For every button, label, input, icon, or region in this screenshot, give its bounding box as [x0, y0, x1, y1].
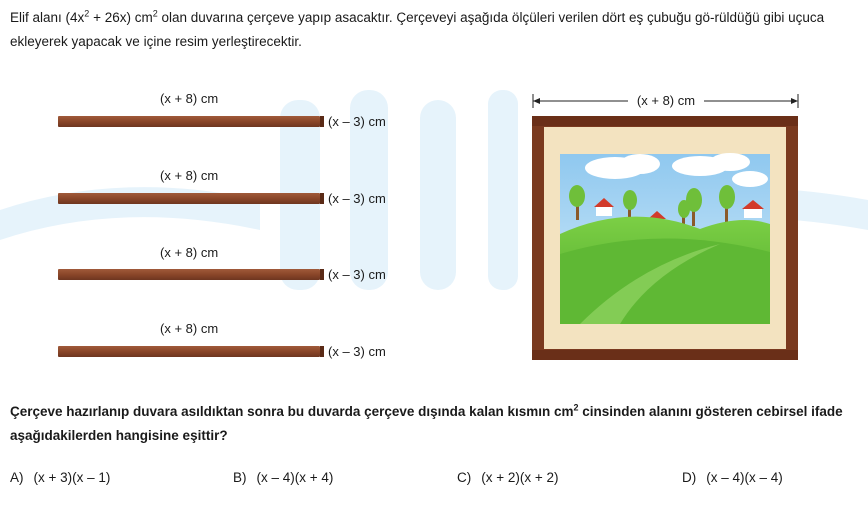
option-text: (x – 4)(x – 4) [706, 470, 783, 485]
option-c[interactable] [457, 470, 559, 485]
option-text: (x + 2)(x + 2) [481, 470, 559, 485]
rod-4 [58, 346, 320, 357]
rod-1-end [320, 116, 324, 127]
option-text: (x + 3)(x – 1) [33, 470, 111, 485]
frame-dimension-label: (x + 8) cm [636, 93, 696, 108]
rod-2 [58, 193, 320, 204]
framed-picture [520, 84, 812, 364]
rod-length-label: (x + 8) cm [160, 168, 219, 183]
rod-width-label: (x – 3) cm [328, 114, 386, 129]
rod-2-end [320, 193, 324, 204]
rod-width-label: (x – 3) cm [328, 344, 386, 359]
rod-3 [58, 269, 320, 280]
option-a[interactable] [10, 470, 110, 485]
question-prompt: Çerçeve hazırlanıp duvara asıldıktan sonra bu duvarda çerçeve dışında kalan kısmın $cm^2$ cinsinden alanını gösteren cebirsel ifade aşağıdakilerden hangisine eşittir? [10, 402, 843, 443]
option-letter: D) [682, 470, 697, 485]
answer-options [10, 470, 860, 494]
question-intro: Elif alanı $(4x^2 + 26x)$ $cm^2$ olan duvarına çerçeve yapıp asacaktır. Çerçeveyi aşağıda ölçüleri verilen dört eş çubuğu gö-rüldüğü gibi uçuca ekleyerek yapacak ve içine resim yerleştirecektir. [10, 8, 825, 49]
option-d[interactable] [682, 470, 783, 485]
option-letter: B) [233, 470, 247, 485]
rod-1 [58, 116, 320, 127]
option-letter: A) [10, 470, 24, 485]
rod-length-label: (x + 8) cm [160, 91, 219, 106]
rod-4-end [320, 346, 324, 357]
option-letter: C) [457, 470, 472, 485]
rod-width-label: (x – 3) cm [328, 191, 386, 206]
landscape-picture [560, 153, 770, 324]
option-b[interactable] [233, 470, 333, 485]
rod-width-label: (x – 3) cm [328, 267, 386, 282]
rod-length-label: (x + 8) cm [160, 245, 219, 260]
rod-length-label: (x + 8) cm [160, 321, 219, 336]
option-text: (x – 4)(x + 4) [256, 470, 334, 485]
rod-3-end [320, 269, 324, 280]
